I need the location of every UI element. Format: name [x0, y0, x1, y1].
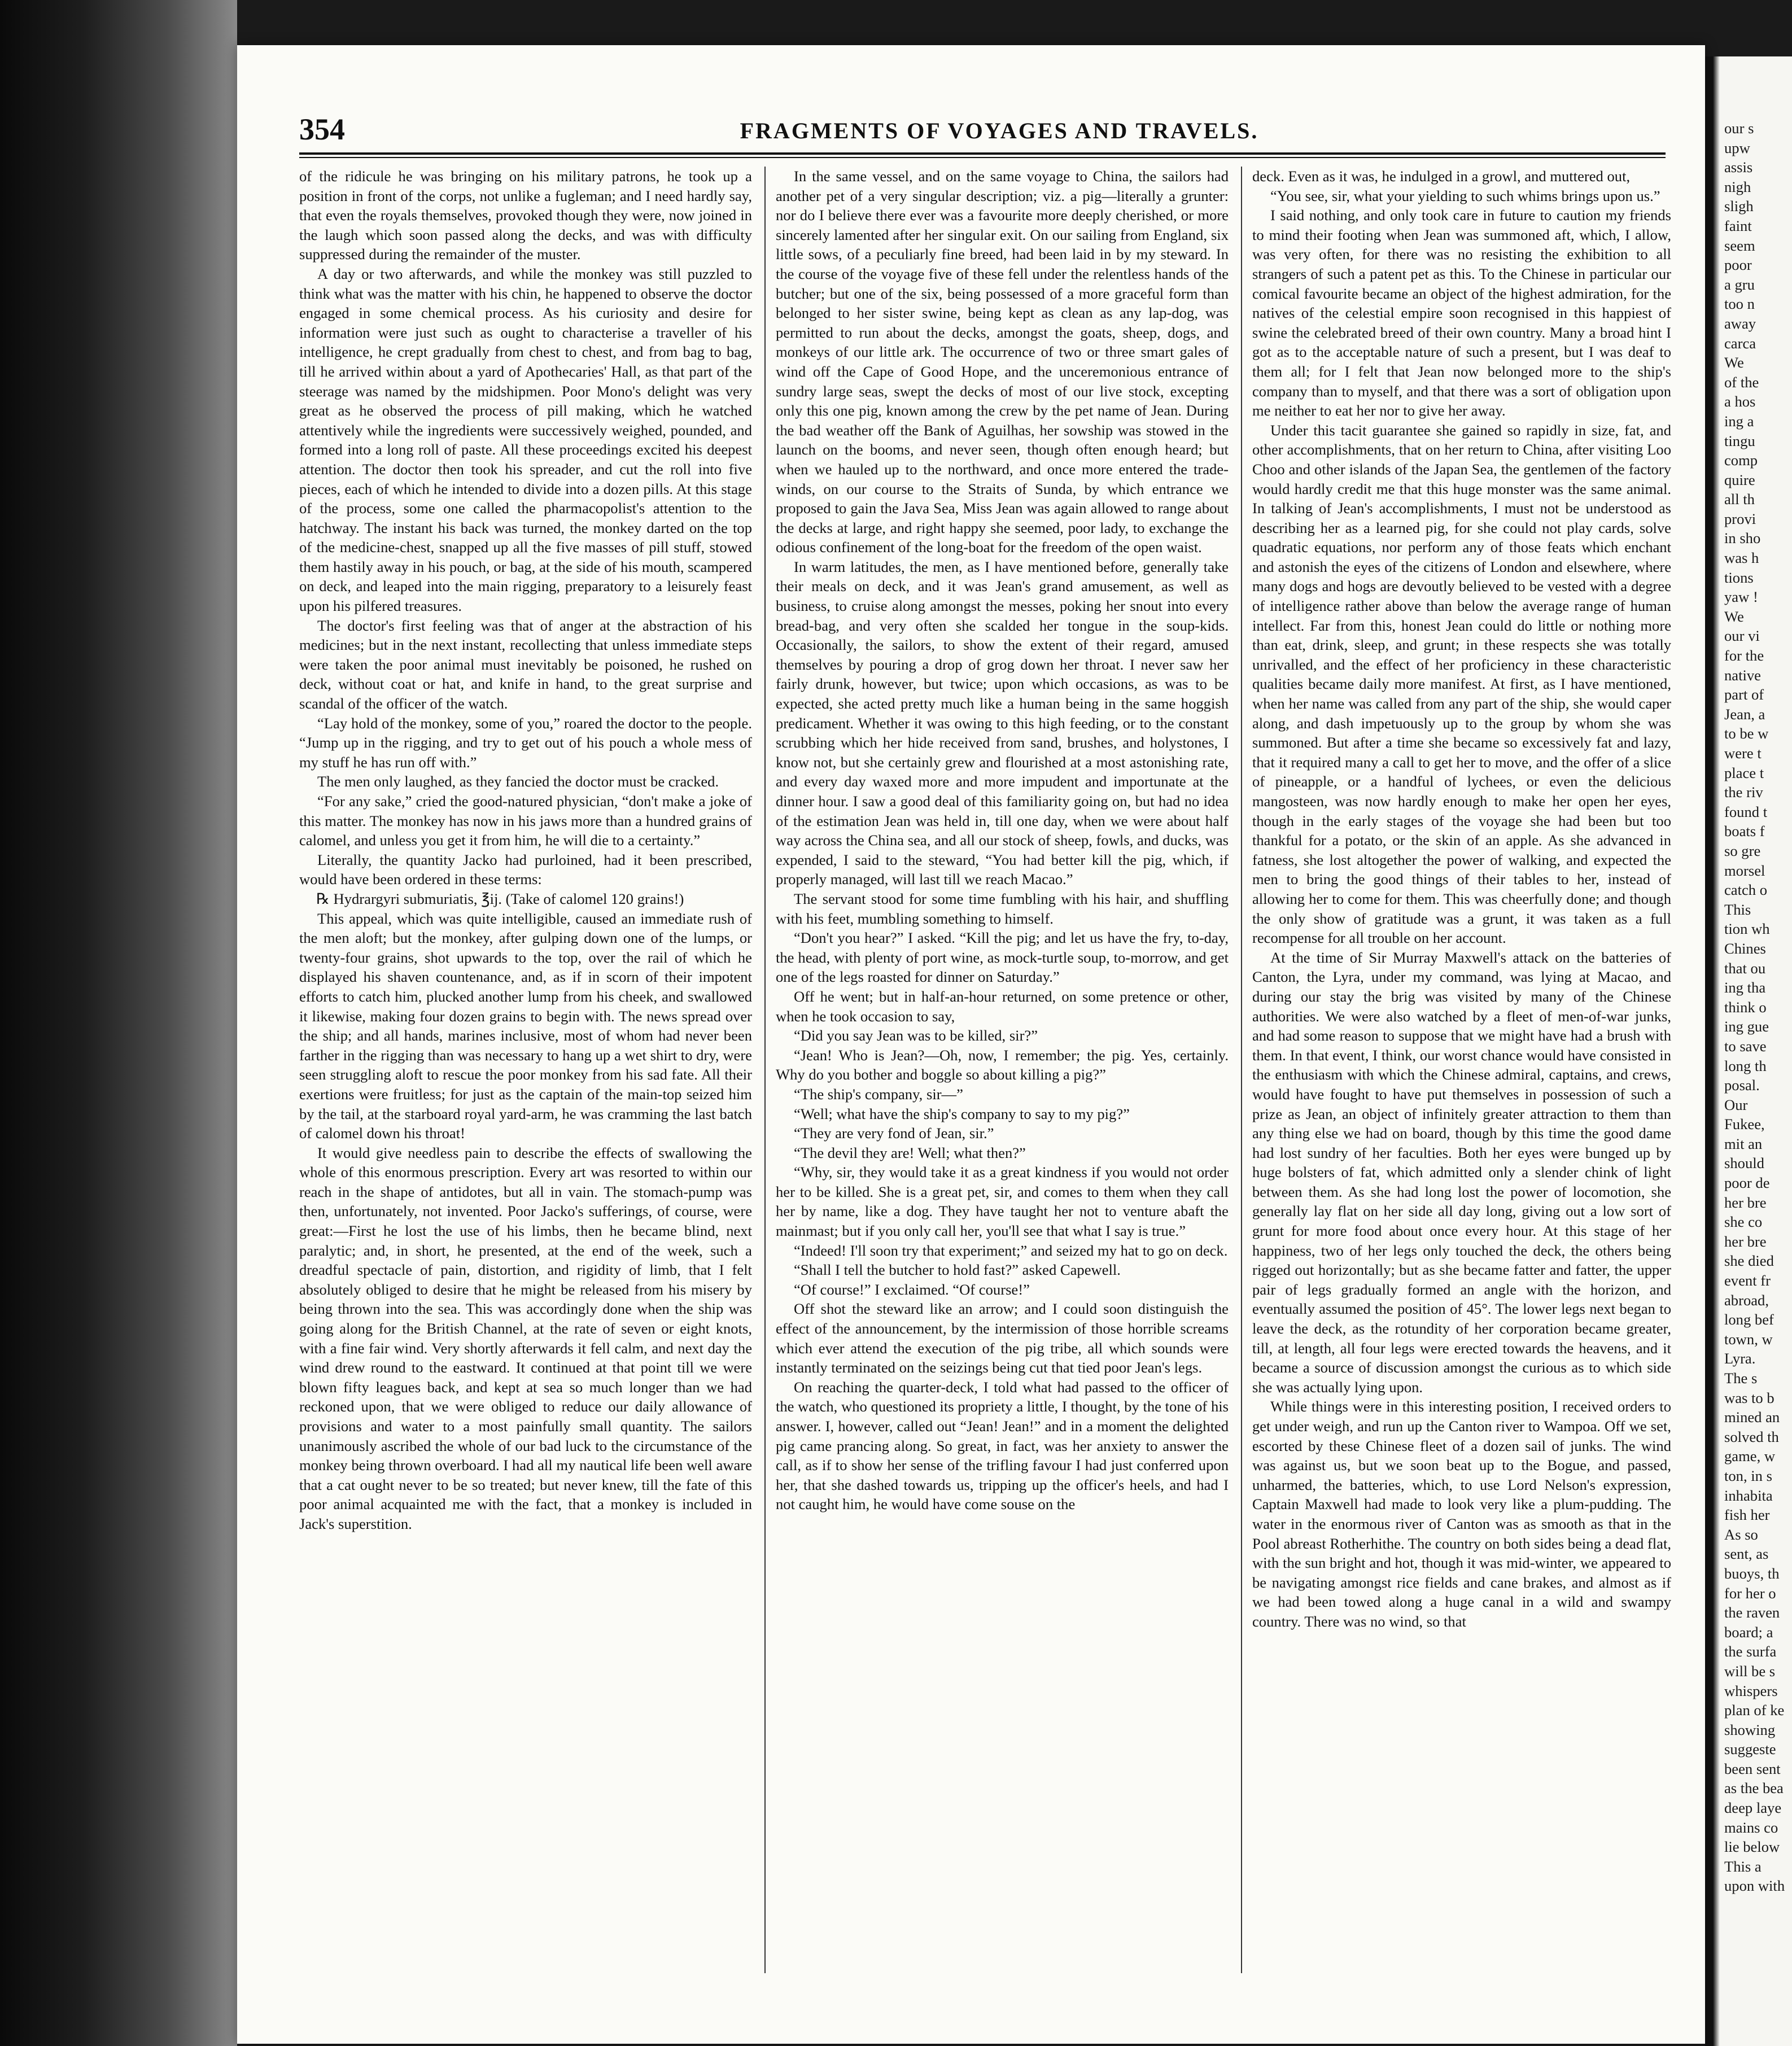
paragraph: “Lay hold of the monkey, some of you,” roared the doctor to the people. “Jump up in the rigging, and try to get out of his pouch a whole mess of my stuff he has run off with.” — [299, 714, 752, 771]
paragraph: On reaching the quarter-deck, I told what had passed to the officer of the watch, who questioned its propriety a little, I thought, by the tone of his answer. I, however, called out “Jean! Jean!” and in a moment the delighted pig came prancing along. So great, in fact, was her anxiety to answer the call, as if to show her sense of the trifling favour I had just conferred upon her, that she dashed towards us, tripping up the officer's heels, and had I not caught him, he would have come souse on the — [776, 1378, 1229, 1513]
running-head: FRAGMENTS OF VOYAGES AND TRAVELS. — [740, 118, 1259, 143]
paragraph: “Of course!” I exclaimed. “Of course!” — [794, 1280, 1030, 1298]
book-page — [237, 45, 1705, 2044]
facing-page-edge — [1705, 56, 1792, 2046]
paragraph: Literally, the quantity Jacko had purloined, had it been prescribed, would have been ordered in these terms: — [299, 851, 752, 888]
paragraph: I said nothing, and only took care in future to caution my friends to mind their footing when Jean was summoned aft, which, I allow, was very often, for there was no resisting the exhibition to all strangers of such a patent pet as this. To the Chinese in particular our comical favourite became an object of the highest admiration, for the natives of the celestial empire soon recognised in this happiest of swine the celebrated breed of their own country. Many a broad hint I got as to the acceptable nature of such a present, but I was deaf to them all; for I felt that Jean now belonged more to the ship's company than to myself, and that there was a sort of obligation upon me neither to eat her nor to give her away. — [1252, 207, 1671, 419]
paragraph: Off he went; but in half-an-hour returned, on some pretence or other, when he took occasion to say, — [776, 987, 1229, 1025]
paragraph: “You see, sir, what your yielding to such whims brings upon us.” — [1270, 187, 1660, 204]
paragraph: Under this tacit guarantee she gained so rapidly in size, fat, and other accomplishments, that on her return to China, after visiting Loo Choo and other islands of the Japan Sea, the gentlemen of the factory would hardly credit me that this huge monster was the same animal. In talking of Jean's accomplishments, I must not be understood as describing her as a learned pig, for she could not play cards, solve quadratic equations, nor perform any of those feats which enchant and astonish the eyes of the citizens of London and elsewhere, where many dogs and hogs are devoutly believed to be vested with a degree of intelligence rather above than below the average range of human intellect. Far from this, honest Jean could do little or nothing more than eat, drink, sleep, and grunt; in these respects she was totally unrivalled, and the effect of her proficiency in these characteristic qualities became daily more manifest. At first, as I have mentioned, when her name was called from any part of the ship, she would caper along, and dash impetuously up to the group by whom she was summoned. But after a time she became so excessively fat and lazy, that it required many a call to get her to move, and the offer of a slice of pineapple, or a handful of lychees, or even the delicious mangosteen, was now hardly enough to make her open her eyes, though in the early stages of the voyage she had been but too thankful for a potato, or the skin of an apple. As she advanced in fatness, she lost altogether the power of walking, and expected the men to bring the good things of their tables to her, instead of allowing her to come for them. This was cheerfully done; and though the only show of gratitude was a grunt, it was taken as a full recompense for all trouble on her account. — [1252, 421, 1671, 947]
paragraph: “The ship's company, sir—” — [794, 1085, 963, 1103]
paragraph: “Why, sir, they would take it as a great kindness if you would not order her to be killed. She is a great pet, sir, and comes to them when they call her by name, like a dog. They have taught her not to venture abaft the mainmast; but if you only call her, you'll see that what I say is true.” — [776, 1164, 1229, 1240]
paragraph: Off shot the steward like an arrow; and I could soon distinguish the effect of the announcement, by the intermission of those horrible screams which ever attend the execution of the pig tribe, all which sounds were instantly terminated on the seizings being cut that tied poor Jean's legs. — [776, 1300, 1229, 1376]
paragraph: “Well; what have the ship's company to say to my pig?” — [794, 1105, 1130, 1122]
paragraph: At the time of Sir Murray Maxwell's attack on the batteries of Canton, the Lyra, under my command, was lying at Macao, and during our stay the brig was visited by many of the Chinese authorities. We were also watched by a fleet of men-of-war junks, and had some reason to suppose that we might have had a brush with them. In that event, I think, our worst chance would have consisted in the enthusiasm with which the Chinese admiral, captains, and crews, would have fought to have put themselves in possession of such a prize as Jean, an object of infinitely greater attraction to them than any thing else we had on board, though by this time the good dame had lost sundry of her faculties. Both her eyes were bunged up by huge bolsters of fat, which admitted only a slender chink of light between them. As she had long lost the power of locomotion, she generally lay flat on her side all day long, giving out a low sort of grunt for more food about once every hour. At this stage of her happiness, two of her legs only touched the deck, the others being rigged out horizontally; but as she became fatter and fatter, the upper pair of legs gradually formed an angle with the horizon, and eventually assumed the position of 45°. The lower legs next began to leave the deck, as the rotundity of her corporation became greater, till, at length, all four legs were erected towards the heavens, and it became a source of discussion amongst the curious as to which side she was actually lying upon. — [1252, 948, 1671, 1396]
paragraph: “Indeed! I'll soon try that experiment;” and seized my hat to go on deck. — [794, 1241, 1228, 1259]
paragraph: deck. Even as it was, he indulged in a growl, and muttered out, — [1252, 168, 1631, 185]
paragraph: This appeal, which was quite intelligible, caused an immediate rush of the men aloft; but the monkey, after gulping down one of the lumps, or twenty-four grains, shot upwards to the top, over the rail of which he displayed his shaven countenance, and, as if in scorn of their impotent efforts to catch him, plucked another lump from his cheek, and swallowed it likewise, making four dozen grains to begin with. The news spread over the ship; and all hands, marines inclusive, most of whom had never been farther in the rigging than was necessary to hang up a wet shirt to dry, were seen struggling aloft to rescue the poor monkey from his sad fate. All their exertions were fruitless; for just as the captain of the main-top seized him by the tail, at the starboard royal yard-arm, he was cramming the last batch of calomel down his throat! — [299, 910, 752, 1142]
paragraph: In warm latitudes, the men, as I have mentioned before, generally take their meals on deck, and it was Jean's grand amusement, as well as business, to cruise along amongst the messes, poking her snout into every bread-bag, and very often she scalded her tongue in the soup-kids. Occasionally, the sailors, to show the extent of their regard, amused themselves by pouring a drop of grog down her throat. I never saw her fairly drunk, however, but twice; upon which occasions, as was to be expected, she acted pretty much like a human being in the same hoggish predicament. Whether it was owing to this high feeding, or to the constant scrubbing which her hide received from sand, brushes, and holystones, I know not, but she certainly grew and flourished at a most astonishing rate, and every day waxed more and more impudent and importunate at the dinner hour. I saw a good deal of this familiarity going on, but had no idea of the estimation Jean was held in, till one day, when we were about half way across the China sea, and all our stock of sheep, fowls, and ducks, was expended, I said to the steward, “You had better kill the pig, which, if properly managed, will last till we reach Macao.” — [776, 558, 1229, 888]
paragraph: The men only laughed, as they fancied the doctor must be cracked. — [317, 773, 719, 790]
paragraph: “Don't you hear?” I asked. “Kill the pig; and let us have the fry, to-day, the head, with plenty of port wine, as mock-turtle soup, to-morrow, and get one of the legs roasted for dinner on Saturday.” — [776, 929, 1229, 986]
paragraph: “For any sake,” cried the good-natured physician, “don't make a joke of this matter. The monkey has now in his jaws more than a hundred grains of calomel, and unless you get it from him, he will die to a certainty.” — [299, 793, 752, 849]
paragraph: A day or two afterwards, and while the monkey was still puzzled to think what was the matter with his chin, he happened to observe the doctor engaged in some chemical process. As his curiosity and desire for information were just such as ought to characterise a traveller of his intelligence, he crept gradually from chest to chest, and from bag to bag, till he arrived within about a yard of Apothecaries' Hall, as that part of the steerage was named by the midshipmen. Poor Mono's delight was very great as he observed the process of pill making, which he watched attentively while the ingredients were successively weighed, pounded, and formed into a long roll of paste. All these proceedings excited his deepest attention. The doctor then took his spreader, and cut the roll into five pieces, each of which he intended to divide into a dozen pills. At this stage of the process, some one called the pharmacopolist's attention to the hatchway. The instant his back was turned, the monkey darted on the top of the medicine-chest, snapped up all the five masses of pill stuff, stowed them hastily away in his pouch, or bag, at the side of his mouth, scampered on deck, and leaped into the main rigging, preparatory to a leisurely feast upon his pilfered treasures. — [299, 265, 752, 615]
paragraph: While things were in this interesting position, I received orders to get under weigh, and run up the Canton river to Wampoa. Off we set, escorted by these Chinese fleet of a dozen sail of junks. The wind was against us, but we soon beat up to the Bogue, and passed, unharmed, the batteries, which, to use Lord Nelson's expression, Captain Maxwell had made to look very like a plum-pudding. The water in the enormous river of Canton was as smooth as that in the Pool abreast Rotherhithe. The country on both sides being a dead flat, with the sun bright and hot, though it was mid-winter, we appeared to be navigating amongst rice fields and cane brakes, and almost as if we had been towed along a huge canal in a wild and swampy country. There was no wind, so that — [1252, 1398, 1671, 1630]
paragraph: “Jean! Who is Jean?—Oh, now, I remember; the pig. Yes, certainly. Why do you bother and boggle so about killing a pig?” — [776, 1046, 1229, 1083]
paragraph: “They are very fond of Jean, sir.” — [794, 1125, 994, 1142]
text-column-middle — [776, 167, 1229, 1984]
paragraph: In the same vessel, and on the same voyage to China, the sailors had another pet of a very singular description; viz. a pig—literally a grunter: nor do I believe there ever was a favourite more deeply cherished, or more sincerely lamented after her singular exit. On our sailing from England, six little sows, of a peculiarly fine breed, had been laid in by my steward. In the course of the voyage five of these fell under the relentless hands of the butcher; but one of the six, being possessed of a more graceful form than belonged to her sister swine, being kept as clean as any lap-dog, was permitted to run about the decks, amongst the goats, sheep, dogs, and monkeys of our little ark. The occurrence of two or three smart gales of wind off the Cape of Good Hope, and the unceremonious entrance of sundry large seas, swept the decks of most of our live stock, excepting only this one pig, known among the crew by the pet name of Jean. During the bad weather off the Bank of Aguilhas, her sowship was stowed in the launch on the booms, and never seen, though often enough heard; but when we hauled up to the northward, and once more entered the trade-winds, on our course to the Straits of Sunda, by which entrance we proposed to gain the Java Sea, Miss Jean was again allowed to range about the decks at large, and right happy she seemed, poor lady, to exchange the odious confinement of the long-boat for the freedom of the open waist. — [776, 168, 1229, 556]
text-column-left — [299, 167, 752, 1984]
paragraph: “The devil they are! Well; what then?” — [794, 1144, 1026, 1161]
column-divider — [764, 167, 766, 1973]
page-number: 354 — [299, 112, 345, 146]
prescription-formula: ℞ Hydrargyri submuriatis, ℥ij. (Take of calomel 120 grains!) — [316, 890, 684, 907]
text-column-right — [1252, 167, 1671, 1984]
paragraph: “Did you say Jean was to be killed, sir?” — [794, 1027, 1038, 1044]
paragraph: The servant stood for some time fumbling with his hair, and shuffling with his feet, mumbling something to himself. — [776, 890, 1229, 927]
paragraph: The doctor's first feeling was that of anger at the abstraction of his medicines; but in the next instant, recollecting that unless immediate steps were taken the poor animal must inevitably be poisoned, he rushed on deck, without coat or hat, and knife in hand, to the great surprise and scandal of the officer of the watch. — [299, 617, 752, 712]
column-divider — [1241, 167, 1242, 1973]
book-binding-shadow — [0, 0, 237, 2046]
paragraph: It would give needless pain to describe the effects of swallowing the whole of this enormous prescription. Every art was resorted to within our reach in the shape of antidotes, but all in vain. The stomach-pump was then, unfortunately, not invented. Poor Jacko's sufferings, of course, were great:—First he lost the use of his limbs, then he became blind, next paralytic; and, in short, he presented, at the end of the week, such a dreadful spectacle of pain, distortion, and rigidity of limb, that I felt absolutely obliged to desire that he might be released from his misery by being thrown into the sea. This was accordingly done when the ship was going along for the British Channel, at the rate of seven or eight knots, with a fine fair wind. Very shortly afterwards it fell calm, and next day the wind drew round to the eastward. It continued at that point till we were blown fifty leagues back, and kept at sea so much longer than we had reckoned upon, that we were obliged to reduce our daily allowance of provisions and water to a most painfully small quantity. The sailors unanimously ascribed the whole of our bad luck to the circumstance of the monkey being thrown overboard. I had all my nautical life been well aware that a cat ought never to be so treated; but never knew, till the fate of this poor animal acquainted me with the fact, that a monkey is included in Jack's superstition. — [299, 1144, 752, 1532]
header-rule — [299, 152, 1666, 158]
facing-page-text-fragments: our s upw assis nigh sligh faint seem poor a gru too n away carca We of the a hos ing a tingu comp quire all th provi in sho was h tions yaw ! We our vi for the native part of Jean, a to be w were t place t the riv found t boats f so gre morsel catch o This tion wh Chines that ou ing tha think o ing gue to save long th posal. Our Fukee, mit an should poor de her bre she co her bre she died event fr abroad, long bef town, w Lyra. The s was to b mined an solved th game, w ton, in s inhabita fish her As so sent, as buoys, th for her o the raven board; a the surfa will be s whispers plan of ke showing suggeste been sent as the bea deep laye mains co lie below This a upon with — [1724, 120, 1785, 1895]
paragraph: “Shall I tell the butcher to hold fast?” asked Capewell. — [794, 1261, 1121, 1279]
paragraph: of the ridicule he was bringing on his military patrons, he took up a position in front of the corps, not unlike a fugleman; and I need hardly say, that even the royals themselves, provoked though they were, now joined in the laugh which soon passed along the decks, and was with difficulty suppressed during the remainder of the muster. — [299, 168, 752, 263]
